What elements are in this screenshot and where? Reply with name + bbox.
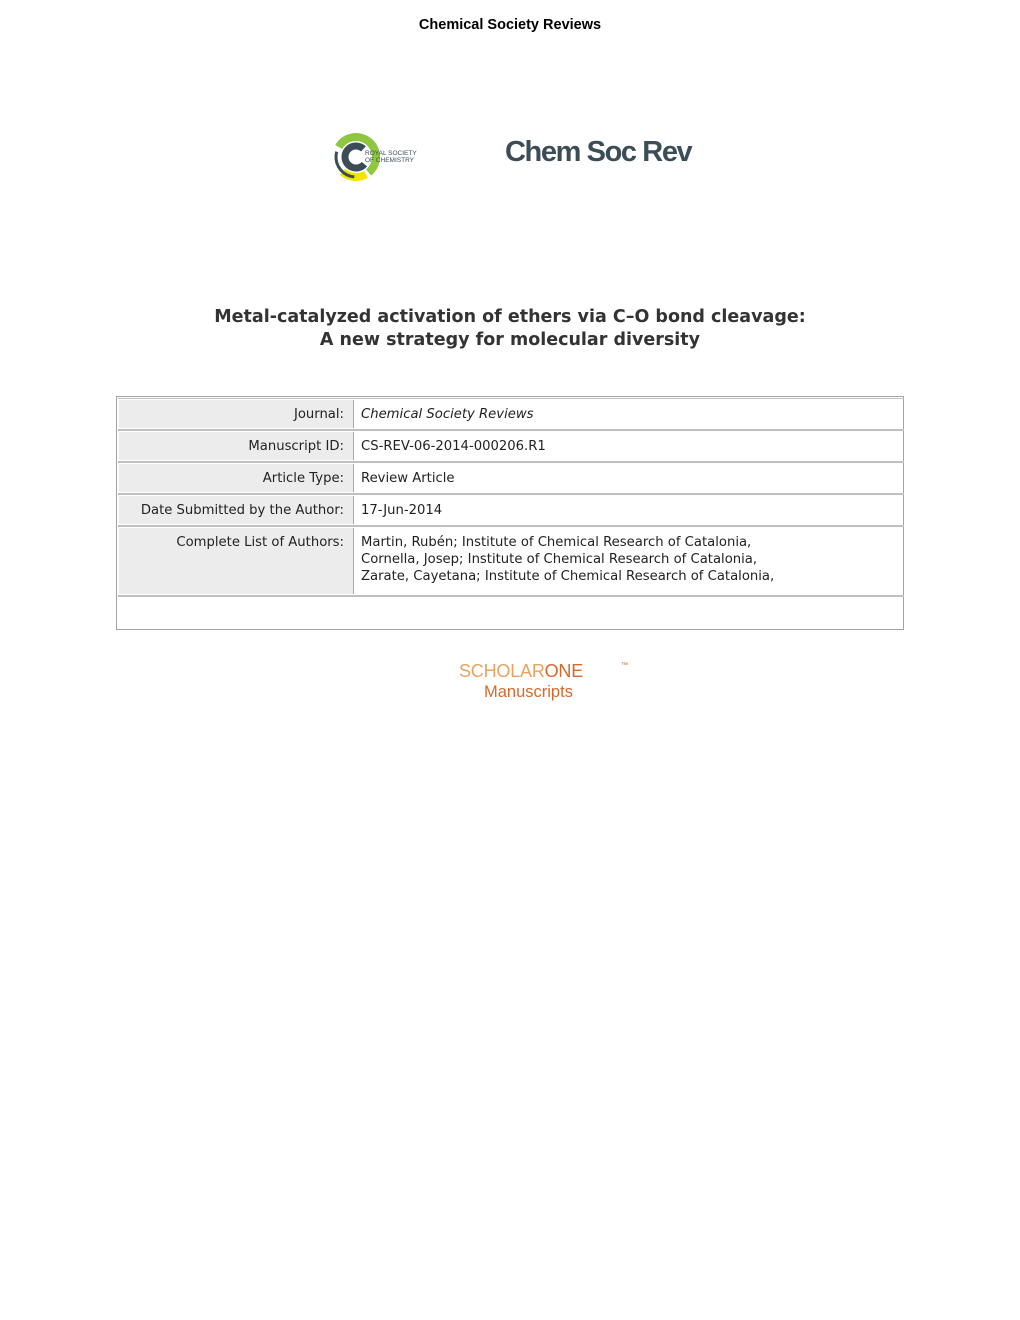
article-title-line-1: Metal-catalyzed activation of ethers via C–O bond cleavage: bbox=[214, 307, 806, 327]
scholarone-one-text: ONE bbox=[544, 661, 584, 681]
rsc-logo-icon bbox=[332, 128, 418, 186]
author-line: Zarate, Cayetana; Institute of Chemical Research of Catalonia, bbox=[361, 569, 775, 584]
authors-value bbox=[361, 528, 902, 585]
manuscript-id-label: Manuscript ID: bbox=[119, 432, 354, 460]
article-title-line-2: A new strategy for molecular diversity bbox=[319, 330, 701, 350]
scholarone-trademark: ™ bbox=[621, 662, 628, 669]
scholarone-wordmark bbox=[459, 661, 583, 682]
journal-wordmark: Chem Soc Rev bbox=[505, 136, 692, 168]
manuscript-id-value: CS-REV-06-2014-000206.R1 bbox=[361, 439, 546, 454]
scholarone-logo bbox=[459, 661, 628, 706]
metadata-empty-row bbox=[118, 596, 904, 630]
metadata-row-date-submitted bbox=[118, 494, 904, 526]
running-header: Chemical Society Reviews bbox=[418, 17, 602, 33]
metadata-row-article-type bbox=[118, 462, 904, 494]
journal-value: Chemical Society Reviews bbox=[361, 407, 534, 422]
rsc-logo bbox=[332, 128, 418, 186]
rsc-logo-text-1: ROYAL SOCIETY bbox=[365, 150, 417, 157]
metadata-row-journal bbox=[118, 398, 904, 430]
metadata-row-authors bbox=[118, 526, 904, 596]
authors-label: Complete List of Authors: bbox=[119, 528, 354, 594]
metadata-row-manuscript-id bbox=[118, 430, 904, 462]
date-submitted-value: 17-Jun-2014 bbox=[361, 503, 443, 518]
article-type-label: Article Type: bbox=[119, 464, 354, 492]
author-line: Martin, Rubén; Institute of Chemical Research of Catalonia, bbox=[361, 535, 752, 550]
date-submitted-label: Date Submitted by the Author: bbox=[119, 496, 354, 524]
journal-label: Journal: bbox=[119, 400, 354, 428]
article-title bbox=[0, 306, 1020, 352]
manuscript-metadata-table bbox=[116, 396, 904, 630]
article-type-value: Review Article bbox=[361, 471, 455, 486]
author-line: Cornella, Josep; Institute of Chemical Research of Catalonia, bbox=[361, 552, 758, 567]
scholarone-manuscripts-text: Manuscripts bbox=[484, 683, 573, 701]
scholarone-scholar-text: SCHOLAR bbox=[459, 661, 545, 681]
rsc-logo-text-2: OF CHEMISTRY bbox=[365, 157, 414, 164]
